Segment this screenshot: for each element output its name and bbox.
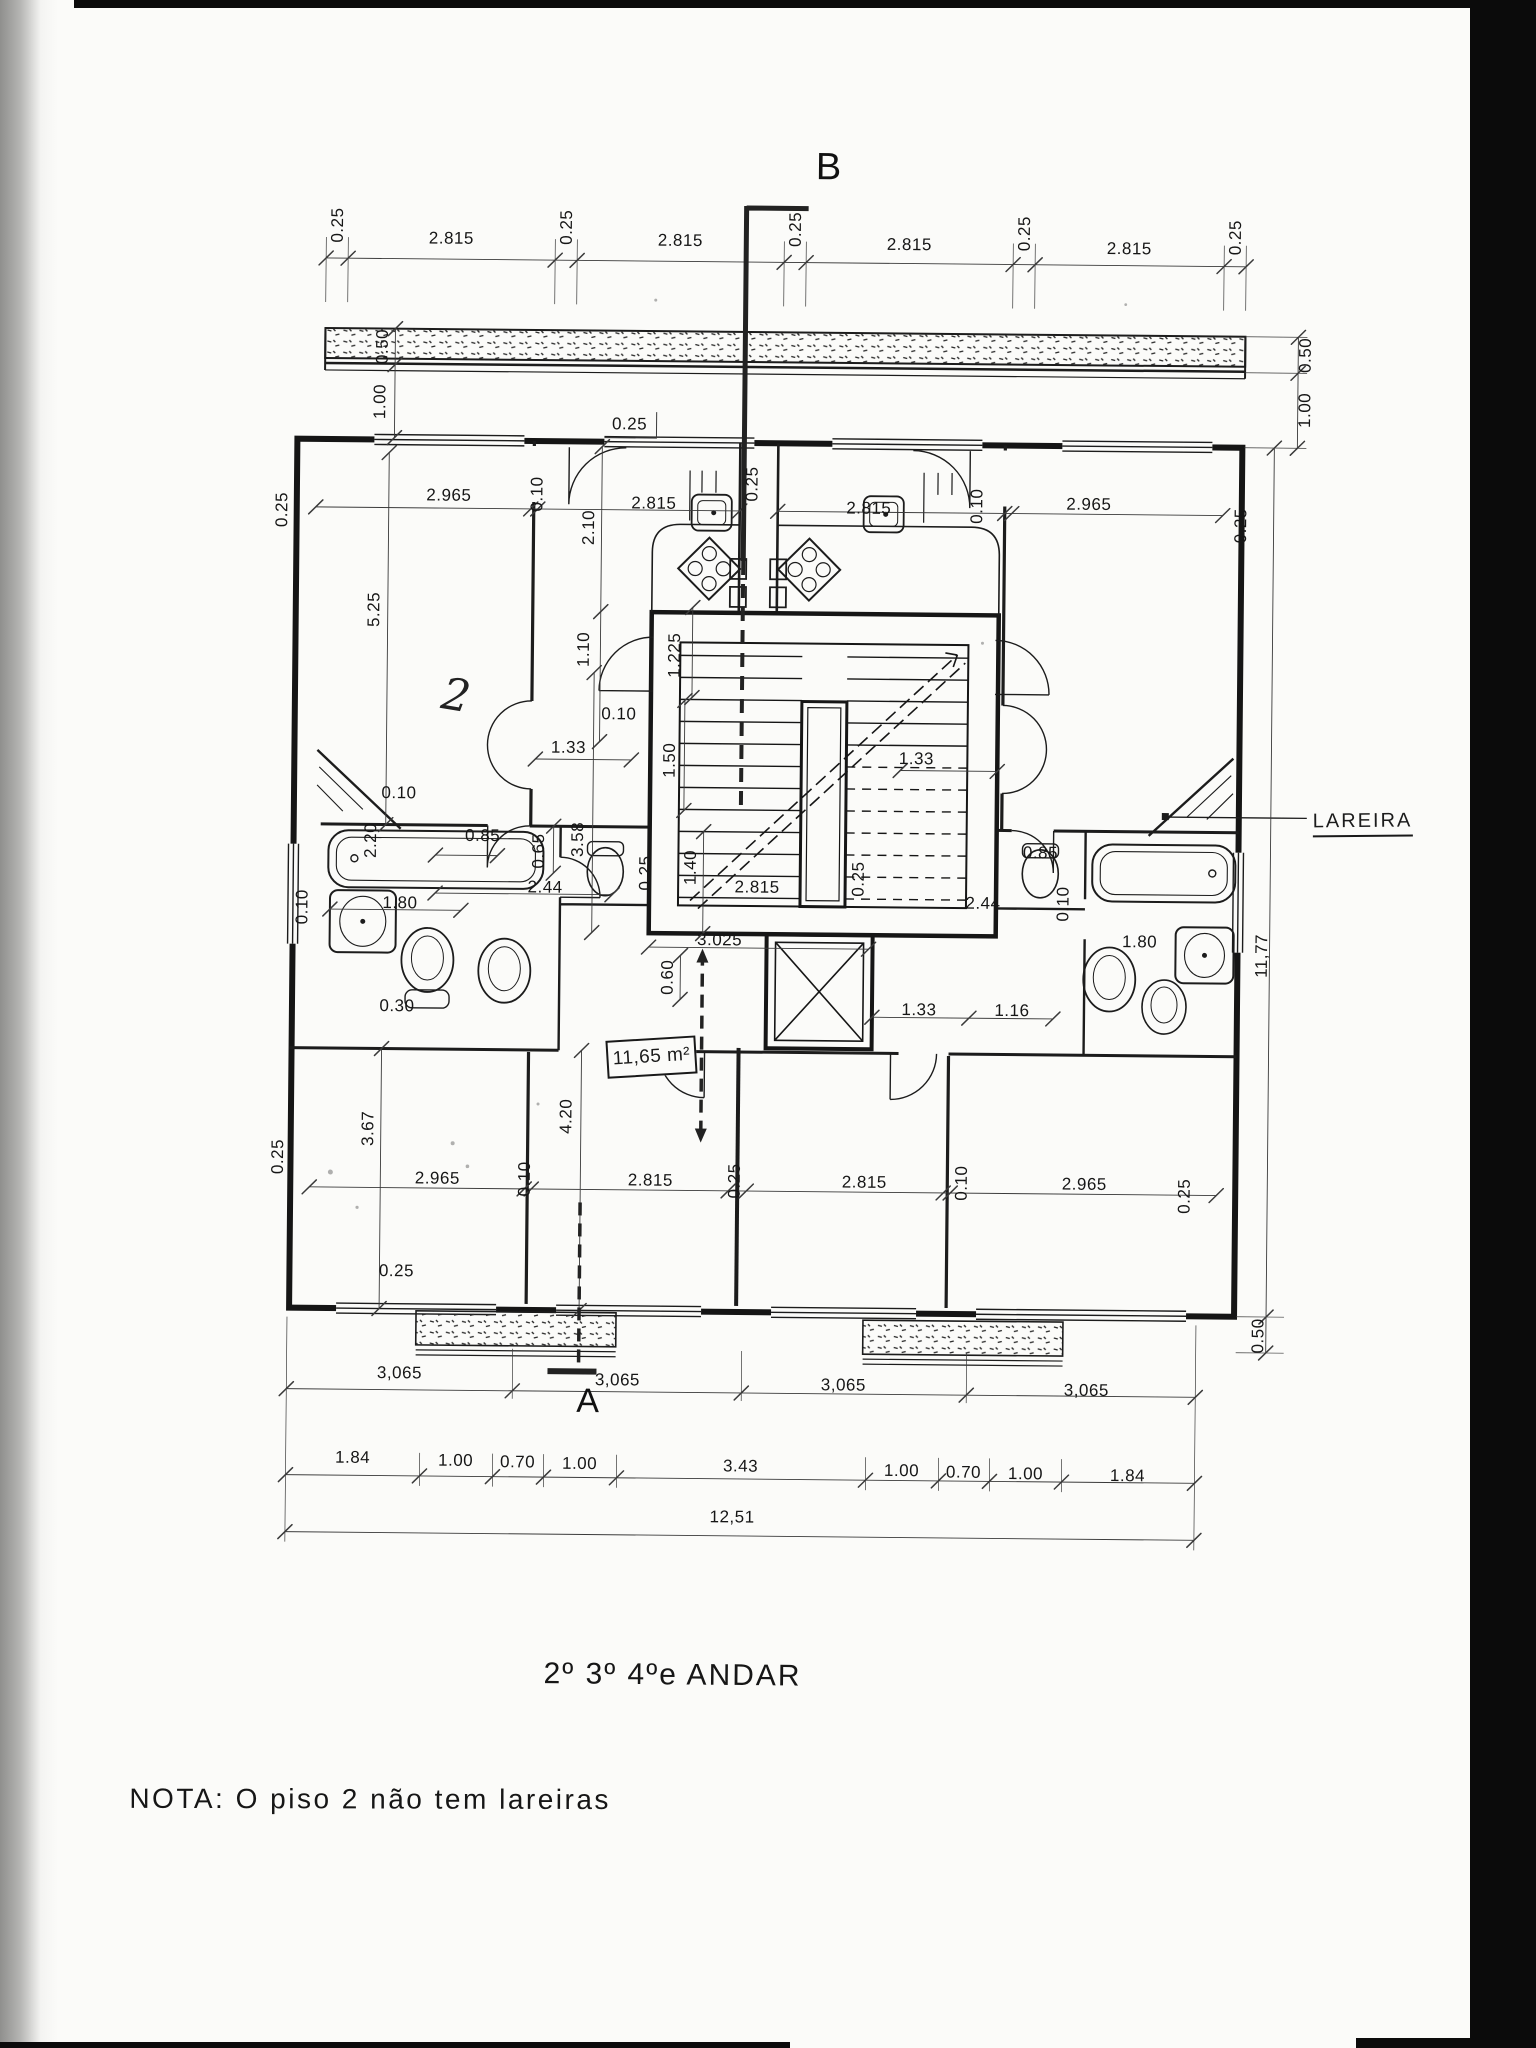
dimension-label: 0.85: [464, 825, 501, 846]
dimension-label: 0.25: [327, 207, 348, 243]
scan-bar-right: [1470, 0, 1536, 2048]
dimension-label: 3,065: [1063, 1380, 1109, 1401]
dimension-label: 0.65: [528, 833, 549, 869]
dimension-label: 2.815: [886, 234, 932, 255]
dimension-label: 4.20: [556, 1098, 576, 1134]
dimension-label: 0.25: [785, 211, 806, 248]
dimension-label: 2.965: [1061, 1174, 1107, 1194]
dimension-label: 0.25: [267, 1138, 288, 1175]
dimension-label: 1.00: [561, 1453, 598, 1474]
dimension-label: 3.67: [358, 1110, 378, 1147]
dimension-label: 2.20: [360, 822, 381, 859]
plan-title: 2º 3º 4ºe ANDAR: [543, 1657, 802, 1693]
dimension-label: 0.25: [635, 855, 655, 891]
dimension-label: 5.25: [364, 591, 384, 628]
dimension-label: 1.84: [1109, 1466, 1146, 1486]
section-marker-b: B: [815, 146, 843, 189]
dimension-label: 3,065: [820, 1375, 866, 1395]
dimension-label: 0.50: [1295, 337, 1315, 373]
dimension-label: 2.815: [627, 1170, 673, 1190]
dimension-label: 3,065: [376, 1362, 423, 1383]
dimension-label: 2.10: [578, 509, 599, 546]
dimension-label: 0.85: [1022, 843, 1059, 863]
dimension-label: 0.70: [499, 1452, 536, 1472]
dimension-label: 0.50: [1248, 1318, 1268, 1354]
area-label: 11,65 m²: [612, 1043, 691, 1070]
dimension-label: 0.25: [611, 414, 648, 434]
dimension-label: 1.84: [335, 1447, 371, 1467]
dimension-label: 1.10: [573, 631, 594, 668]
dimension-label: 1.225: [664, 632, 685, 678]
dimension-label: 1.16: [994, 1000, 1030, 1021]
dimension-label: 0.10: [967, 488, 987, 524]
dimension-label: 0.70: [945, 1462, 982, 1482]
dimension-label: 0.25: [724, 1163, 744, 1199]
dimension-label: 2.965: [426, 485, 472, 505]
section-marker-a: A: [576, 1381, 601, 1421]
area-label-box: [605, 1035, 697, 1078]
dimension-label: 0.60: [657, 959, 677, 995]
dimension-label: 1.00: [1007, 1464, 1044, 1484]
dimension-label: 0.10: [951, 1165, 971, 1201]
dimension-label: 1.50: [659, 742, 680, 778]
plan-note: NOTA: O piso 2 não tem lareiras: [129, 1782, 611, 1816]
dimension-label: 0.25: [742, 466, 762, 502]
dimension-label: 1.33: [550, 737, 587, 757]
dimension-label: 0.30: [379, 996, 415, 1016]
dimension-label: 1.33: [898, 748, 935, 769]
dimension-label: 0.25: [848, 861, 868, 897]
dimension-label: 2.815: [846, 498, 892, 518]
dimension-label: 0.25: [556, 209, 577, 245]
dimension-label: 0.10: [292, 889, 312, 925]
dimension-label: 1.00: [370, 383, 390, 420]
dimension-label: 0.25: [1225, 220, 1246, 256]
dimension-label: 0.25: [1230, 508, 1251, 544]
dimension-label: 2.815: [1106, 238, 1152, 259]
dimension-label: 0.50: [372, 328, 392, 365]
dimension-label: 0.25: [1014, 216, 1035, 252]
handwritten-mark: 2: [437, 668, 474, 724]
dimension-label: 1.33: [901, 1000, 937, 1020]
dimension-label: 2.44: [527, 877, 563, 897]
dimension-label: 1.80: [1121, 932, 1158, 952]
dimension-label: 11,77: [1251, 933, 1272, 978]
dimension-label: 2.815: [631, 493, 677, 513]
dimension-label: 3.43: [722, 1456, 759, 1476]
dimension-label: 0.10: [601, 704, 637, 724]
dimension-label: 0.25: [272, 491, 292, 528]
dimension-label: 0.25: [378, 1261, 415, 1281]
dimension-label: 2.815: [734, 877, 780, 897]
dimension-label: 0.10: [527, 476, 547, 512]
dimension-label: 0.10: [381, 783, 417, 803]
dimension-label: 2.44: [965, 893, 1001, 913]
dimension-label: 3.025: [697, 930, 743, 950]
dimension-label: 3.58: [567, 821, 588, 858]
dimension-label: 1.00: [1295, 392, 1315, 428]
dimension-label: 0.10: [1053, 886, 1073, 922]
dimension-label: 1.00: [437, 1450, 474, 1470]
dimension-label: 2.965: [1066, 494, 1112, 515]
dimension-label: 2.815: [428, 228, 474, 248]
dimension-label: 2.815: [841, 1172, 887, 1192]
dimension-label: 1.80: [382, 893, 418, 913]
dimension-label: 2.815: [657, 230, 703, 251]
dimension-label: 0.25: [1174, 1178, 1194, 1214]
dimension-label: 2.965: [414, 1168, 460, 1188]
lareira-label: LAREIRA: [1313, 810, 1413, 838]
dimension-label: 1.40: [680, 849, 700, 886]
dimension-label: 12,51: [709, 1507, 755, 1527]
dimension-label: 0.10: [514, 1161, 534, 1197]
dimension-label: 1.00: [883, 1460, 920, 1481]
dimension-label: 3,065: [594, 1370, 641, 1390]
